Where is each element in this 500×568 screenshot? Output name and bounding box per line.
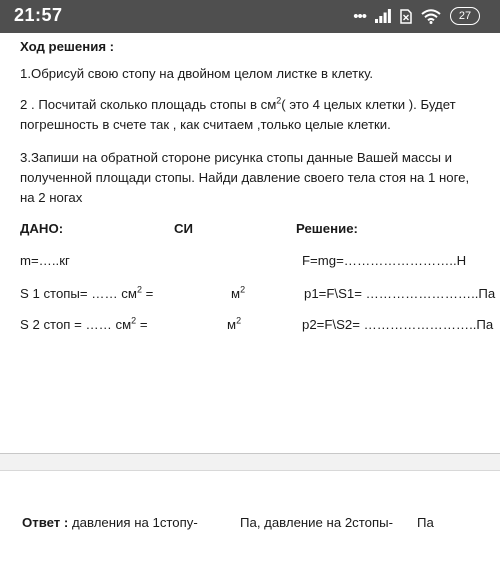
answer-two-feet: Па, давление на 2стопы- [240, 515, 393, 530]
answer-unit: Па [417, 515, 434, 530]
status-bar [0, 0, 500, 33]
step-3-text: 3.Запиши на обратной стороне рисунка стопы данные Вашей массы и полученной площади стопы. Найди давление своего тела стоя на 1 ноге, на 2 ногах [20, 150, 470, 205]
answer-label: Ответ : [22, 515, 69, 530]
wifi-icon [421, 9, 441, 24]
battery-icon: 27 [450, 7, 480, 25]
step-1-text: 1.Обрисуй свою стопу на двойном целом листке в клетку. [20, 66, 374, 81]
status-time: 21:57 [14, 5, 63, 25]
step-2-text: 2 . Посчитай сколько площадь стопы в $см^2$( это 4 целых клетки ). Будет погрешность в счете так , как считаем ,только целые клетки. [20, 95, 456, 132]
area-two-feet: S 2 стоп = …… $см^2$ = [20, 315, 148, 332]
area-one-foot-si: $м^2$ [231, 284, 246, 301]
page-divider-bottom [0, 470, 500, 471]
status-icons [353, 6, 480, 26]
signal-icon [375, 9, 391, 23]
pressure-one-foot-formula: p1=F\S1= ……………………..Па [304, 286, 496, 301]
mass-given: m=…..кг [20, 253, 70, 268]
answer-line: Ответ : давления на 1стопу- [22, 515, 198, 530]
area-two-feet-si: $м^2$ [227, 315, 242, 332]
notification-dots-icon: ••• [353, 7, 366, 25]
no-sim-icon [400, 9, 412, 24]
solution-header: Решение: [296, 221, 358, 236]
area-one-foot: S 1 стопы= …… $см^2$ = [20, 284, 154, 301]
pressure-two-feet-formula: p2=F\S2= ……………………..Па [302, 317, 494, 332]
si-header: СИ [174, 221, 194, 236]
document-page [0, 33, 500, 568]
solution-heading: Ход решения : [20, 39, 115, 54]
page-gap [0, 454, 500, 470]
given-header: ДАНО: [20, 221, 64, 236]
force-formula: F=mg=……………………..Н [302, 253, 467, 268]
